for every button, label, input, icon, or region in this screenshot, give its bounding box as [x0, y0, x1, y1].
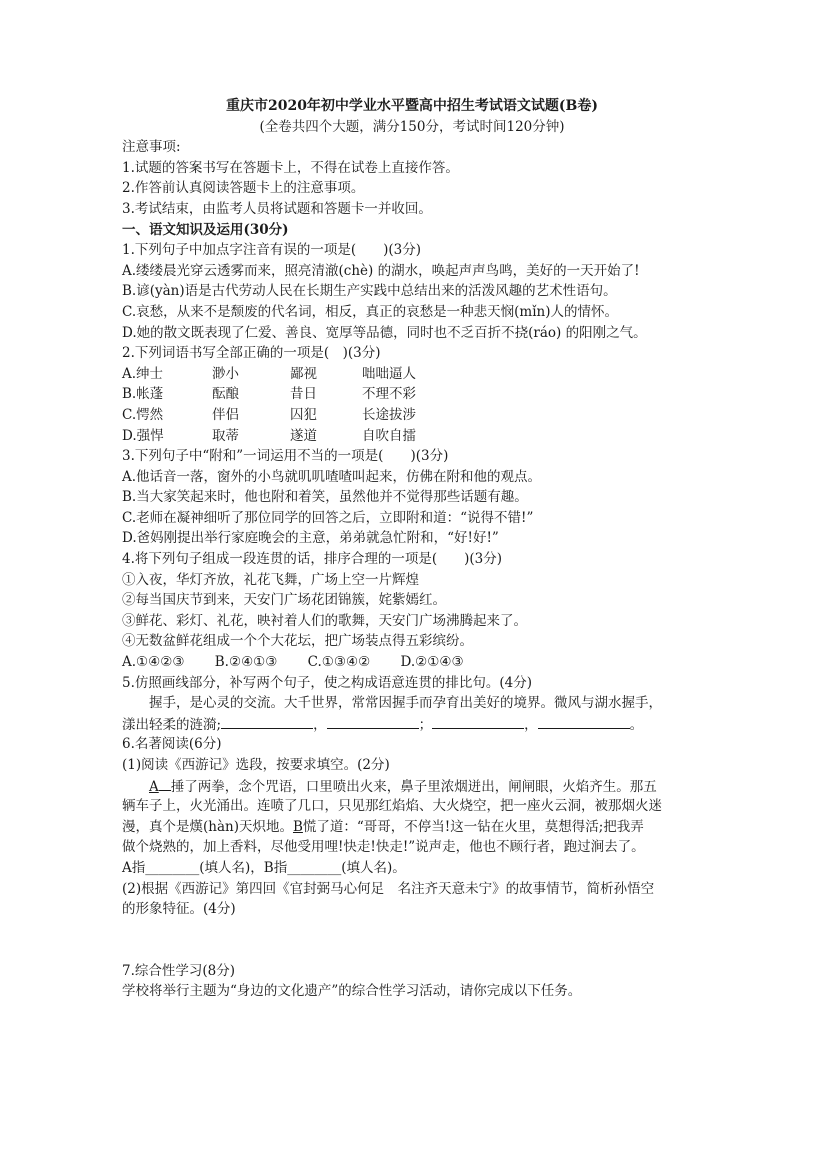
question-stem: 7.综合性学习(8分)	[122, 962, 236, 979]
answer-option: C.老师在凝神细听了那位同学的回答之后，立即附和道：“说得不错!”	[122, 509, 534, 526]
passage-text: 慌了道：“哥哥，不停当!这一钻在火里，莫想得活;把我弄	[302, 818, 644, 835]
answer-space	[122, 920, 702, 961]
paragraph-line: 握手，是心灵的交流。大千世界，常常因握手而孕育出美好的境界。微风与湖水握手，	[149, 695, 662, 712]
paragraph-text: 漾出轻柔的涟漪;	[122, 716, 222, 733]
passage-line	[122, 776, 702, 797]
word-cell: 取蒂	[212, 427, 239, 444]
sentence-item: ④无数盆鲜花组成一个个大花坛，把广场装点得五彩缤纷。	[122, 633, 473, 650]
word-cell: 昔日	[290, 386, 317, 403]
sentence-item: ①入夜，华灯齐放，礼花飞舞，广场上空一片辉煌	[122, 571, 419, 588]
question-stem: 3.下列句子中“附和”一词运用不当的一项是( )(3分)	[122, 448, 449, 465]
sub-question: (1)阅读《西游记》选段，按要求填空。(2分)	[122, 757, 390, 773]
question-stem: 4.将下列句子组成一段连贯的话，排序合理的一项是( )(3分)	[122, 551, 503, 568]
answer-option: D.她的散文既表现了仁爱、善良、宽厚等品德，同时也不乏百折不挠(ráo) 的阳刚之气。	[122, 324, 647, 341]
word-cell: 鄙视	[290, 365, 317, 382]
question-stem: 2.下列词语书写全部正确的一项是( )(3分)	[122, 345, 381, 362]
order-choice: C.①③④②	[307, 654, 371, 671]
passage-line	[122, 817, 702, 838]
answer-option: A.他话音一落，窗外的小鸟就叽叽喳喳叫起来，仿佛在附和他的观点。	[122, 468, 542, 485]
separator: ，	[524, 716, 538, 733]
word-option-row	[122, 405, 702, 426]
sub-question: (2)根据《西游记》第四回《官封弼马心何足 名注齐天意未宁》的故事情节，简析孙悟空	[122, 880, 655, 897]
paragraph-line: 学校将举行主题为“身边的文化遗产”的综合性学习活动，请你完成以下任务。	[122, 983, 582, 1000]
fill-in-line: A指________(填人名)，B指________(填人名)。	[122, 859, 406, 876]
word-option-row	[122, 384, 702, 405]
exam-content	[122, 96, 702, 1002]
question-stem: 1.下列句子中加点字注音有误的一项是( )(3分)	[122, 242, 422, 259]
exam-title: 重庆市2020年初中学业水平暨高中招生考试语文试题(B卷)	[225, 98, 599, 114]
mark-a: A	[149, 778, 159, 795]
word-cell: 自吹自擂	[362, 427, 416, 444]
answer-option: D.爸妈刚提出举行家庭晚会的主意，弟弟就急忙附和，“好!好!”	[122, 530, 499, 547]
word-cell: 伴侣	[212, 406, 239, 423]
notice-item: 1.试题的答案书写在答题卡上，不得在试卷上直接作答。	[122, 159, 459, 176]
answer-blank[interactable]	[432, 714, 524, 729]
order-choice: A.①④②③	[122, 654, 185, 671]
word-cell: C.愕然	[122, 406, 164, 423]
passage-line: 做个烧熟的，加上香料，尽他受用哩!快走!快走!”说声走，他也不顾行者，跑过涧去了。	[122, 839, 645, 856]
word-cell: 长途拔涉	[362, 406, 416, 423]
word-cell: 不理不彩	[362, 386, 416, 403]
order-choice: B.②④①③	[214, 654, 278, 671]
answer-option: B.谚(yàn)语是古代劳动人民在长期生产实践中总结出来的活泼风趣的艺术性语句。	[122, 283, 617, 300]
word-cell: 渺小	[212, 365, 239, 382]
word-cell: B.帐蓬	[122, 386, 164, 403]
fill-in-line	[122, 714, 702, 735]
question-stem: 6.名著阅读(6分)	[122, 736, 222, 753]
word-cell: A.绅士	[122, 365, 164, 382]
underline-gap	[159, 776, 171, 791]
separator: ；	[418, 716, 433, 733]
word-cell: 遂道	[290, 427, 317, 444]
word-option-row	[122, 426, 702, 447]
separator: 。	[629, 716, 644, 733]
order-choice: D.②①④③	[400, 654, 464, 671]
passage-text: 漫，真个是熯(hàn)天炽地。	[122, 818, 293, 835]
passage-text: 捶了两拳，念个咒语，口里喷出火来，鼻子里浓烟迸出，闸闸眼，火焰齐生。那五	[170, 778, 657, 795]
sub-question: 的形象特征。(4分)	[122, 901, 236, 918]
word-cell: D.强悍	[122, 427, 164, 444]
notice-heading: 注意事项:	[122, 139, 181, 156]
sentence-item: ②每当国庆节到来，天安门广场花团锦簇，姹紫嫣红。	[122, 592, 446, 609]
word-option-row	[122, 364, 702, 385]
word-cell: 囚犯	[290, 406, 317, 423]
notice-item: 3.考试结束，由监考人员将试题和答题卡一并收回。	[122, 200, 432, 217]
order-choices	[122, 652, 702, 673]
separator: ，	[313, 716, 327, 733]
answer-option: A.缕缕晨光穿云透雾而来，照亮清澈(chè) 的湖水，唤起声声鸟鸣，美好的一天开始了!	[122, 262, 640, 279]
answer-blank[interactable]	[221, 714, 313, 729]
sentence-item: ③鲜花、彩灯、礼花，映衬着人们的歌舞，天安门广场沸腾起来了。	[122, 612, 527, 629]
section-heading: 一、语文知识及运用(30分)	[122, 221, 289, 238]
question-stem: 5.仿照画线部分，补写两个句子，使之构成语意连贯的排比句。(4分)	[122, 674, 533, 691]
answer-option: C.哀愁，从来不是颓废的代名词，相反，真正的哀愁是一种悲天悯(mǐn)人的情怀。	[122, 303, 618, 320]
answer-blank[interactable]	[327, 714, 419, 729]
answer-option: B.当大家笑起来时，他也附和着笑，虽然他并不觉得那些话题有趣。	[122, 489, 528, 506]
word-cell: 咄咄逼人	[362, 365, 416, 382]
answer-blank[interactable]	[538, 714, 630, 729]
notice-item: 2.作答前认真阅读答题卡上的注意事项。	[122, 180, 365, 197]
word-cell: 酝酿	[212, 386, 239, 403]
exam-subtitle: (全卷共四个大题，满分150分，考试时间120分钟)	[259, 118, 565, 135]
passage-line: 辆车子上，火光涌出。连喷了几口，只见那红焰焰、大火烧空，把一座火云洞，被那烟火迷	[122, 798, 662, 815]
mark-b: B	[292, 818, 303, 835]
